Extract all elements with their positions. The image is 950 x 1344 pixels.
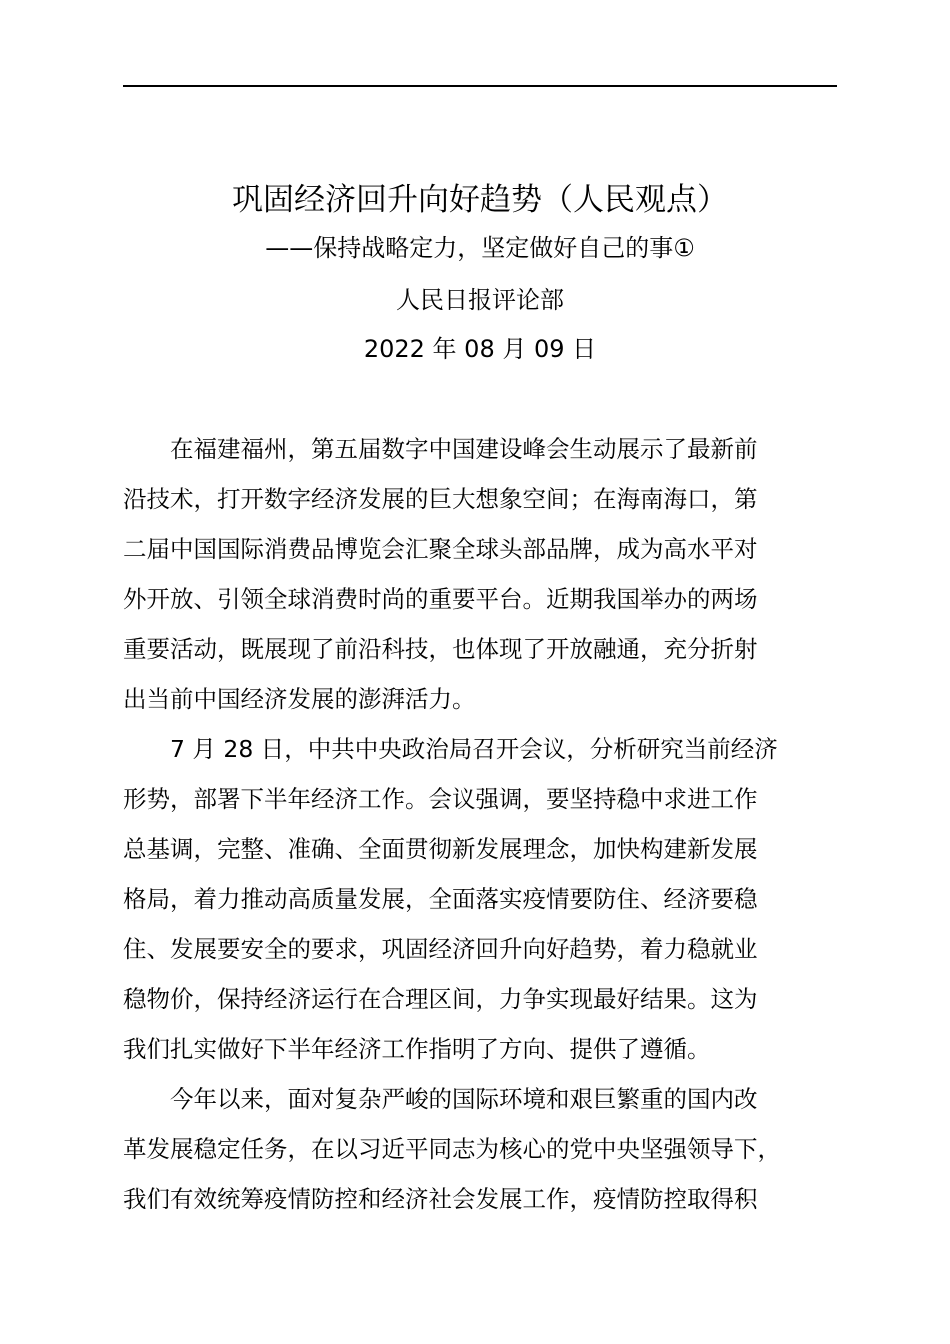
paragraph-line: 重要活动，既展现了前沿科技，也体现了开放融通，充分折射 xyxy=(123,635,758,663)
paragraph-line: 今年以来，面对复杂严峻的国际环境和艰巨繁重的国内改 xyxy=(170,1085,758,1113)
paragraph-1 xyxy=(123,424,837,724)
paragraph-line: 稳物价，保持经济运行在合理区间，力争实现最好结果。这为 xyxy=(123,985,758,1013)
paragraph-line: 7 月 28 日，中共中央政治局召开会议，分析研究当前经济 xyxy=(170,735,778,763)
paragraph-line: 格局，着力推动高质量发展，全面落实疫情要防住、经济要稳 xyxy=(123,885,758,913)
article-title: 巩固经济回升向好趋势（人民观点） xyxy=(232,182,728,218)
paragraph-line: 在福建福州，第五届数字中国建设峰会生动展示了最新前 xyxy=(170,435,758,463)
paragraph-line: 二届中国国际消费品博览会汇聚全球头部品牌，成为高水平对 xyxy=(123,535,758,563)
paragraph-line: 外开放、引领全球消费时尚的重要平台。近期我国举办的两场 xyxy=(123,585,758,613)
paragraph-line: 我们扎实做好下半年经济工作指明了方向、提供了遵循。 xyxy=(123,1035,711,1063)
paragraph-line: 形势，部署下半年经济工作。会议强调，要坚持稳中求进工作 xyxy=(123,785,758,813)
paragraph-3 xyxy=(123,1074,837,1224)
paragraph-line: 革发展稳定任务，在以习近平同志为核心的党中央坚强领导下， xyxy=(123,1135,781,1163)
paragraph-line: 沿技术，打开数字经济发展的巨大想象空间；在海南海口，第 xyxy=(123,485,758,513)
article-date: 2022 年 08 月 09 日 xyxy=(363,335,597,363)
paragraph-line: 住、发展要安全的要求，巩固经济回升向好趋势，着力稳就业 xyxy=(123,935,758,963)
article-author: 人民日报评论部 xyxy=(396,286,564,314)
article-subtitle: ——保持战略定力，坚定做好自己的事① xyxy=(265,234,695,262)
top-rule xyxy=(123,85,837,87)
paragraph-line: 出当前中国经济发展的澎湃活力。 xyxy=(123,685,476,713)
paragraph-2 xyxy=(123,724,837,1074)
article-body xyxy=(123,424,837,1224)
paragraph-line: 我们有效统筹疫情防控和经济社会发展工作，疫情防控取得积 xyxy=(123,1185,758,1213)
paragraph-line: 总基调，完整、准确、全面贯彻新发展理念，加快构建新发展 xyxy=(123,835,758,863)
